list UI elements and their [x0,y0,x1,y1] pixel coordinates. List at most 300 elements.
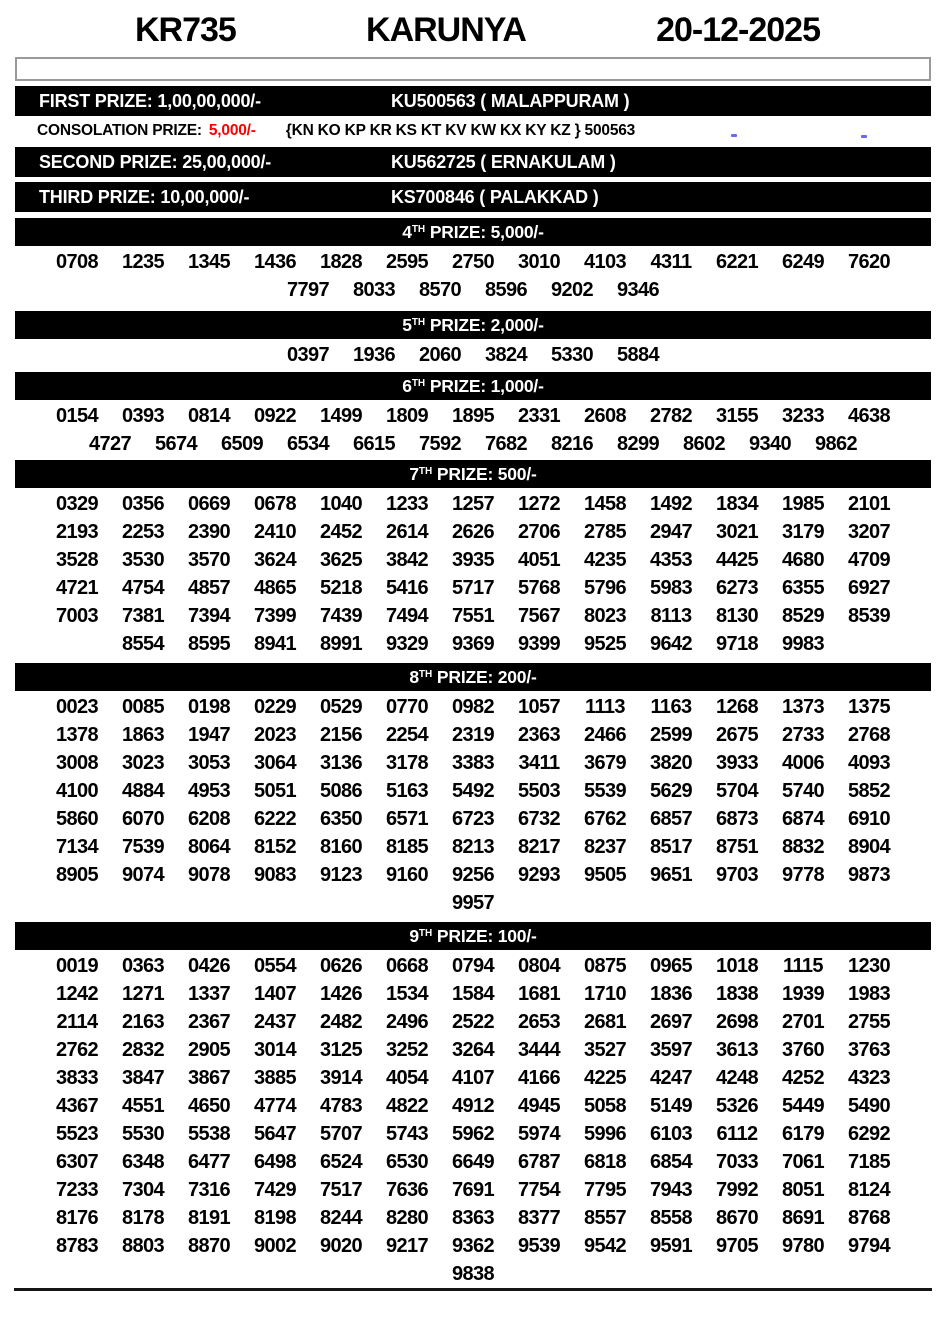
prize-number: 3021 [715,521,759,543]
prize-number: 7797 [286,279,330,301]
prize-number: 8152 [253,836,297,858]
prize-number: 2608 [583,405,627,427]
masthead [0,0,946,54]
prize-number: 2331 [517,405,561,427]
prize-number: 2785 [583,521,627,543]
prize-number: 6249 [781,251,825,273]
prize-number: 8198 [253,1207,297,1229]
prize-number: 5740 [781,780,825,802]
prize-number: 1983 [847,983,891,1005]
prize-number: 6762 [583,808,627,830]
second-prize-label: SECOND PRIZE: 25,00,000/- [39,151,272,172]
prize-number: 5326 [715,1095,759,1117]
blue-ink-artifact [731,134,737,137]
tier-section-7th [0,460,946,658]
prize-number: 0965 [649,955,693,977]
lottery-name: KARUNYA [366,11,526,49]
prize-number: 6355 [781,577,825,599]
prize-number: 5884 [616,344,660,366]
prize-number: 2452 [319,521,363,543]
prize-number: 3763 [847,1039,891,1061]
prize-number: 3867 [187,1067,231,1089]
prize-number: 5538 [187,1123,231,1145]
prize-number: 0019 [55,955,99,977]
prize-number: 2681 [583,1011,627,1033]
prize-number: 1936 [352,344,396,366]
prize-number: 2768 [847,724,891,746]
prize-number: 2832 [121,1039,165,1061]
prize-number: 7134 [55,836,99,858]
prize-number: 6534 [286,433,330,455]
prize-number: 4248 [715,1067,759,1089]
prize-number: 5149 [649,1095,693,1117]
prize-number: 7003 [55,605,99,627]
prize-number: 8691 [781,1207,825,1229]
prize-number: 9078 [187,864,231,886]
prize-number: 6927 [847,577,891,599]
prize-number: 2701 [781,1011,825,1033]
prize-number: 5530 [121,1123,165,1145]
first-prize-bar [15,86,931,116]
prize-number: 7592 [418,433,462,455]
prize-number: 9873 [847,864,891,886]
prize-number: 1681 [517,983,561,1005]
tier-header-5th [15,311,931,339]
prize-number: 2706 [517,521,561,543]
prize-number: 8904 [847,836,891,858]
prize-number: 2023 [253,724,297,746]
prize-number: 9293 [517,864,561,886]
prize-number: 5449 [781,1095,825,1117]
tier-section-9th [0,922,946,1288]
prize-number: 4783 [319,1095,363,1117]
prize-number: 8299 [616,433,660,455]
marquee-box [15,57,931,81]
tier-header-7th [15,460,931,488]
prize-number: 1939 [781,983,825,1005]
prize-number: 3383 [451,752,495,774]
prize-number: 8558 [649,1207,693,1229]
prize-number: 8185 [385,836,429,858]
prize-number: 9957 [451,892,495,914]
prize-number: 5983 [649,577,693,599]
prize-number: 8363 [451,1207,495,1229]
prize-number: 4912 [451,1095,495,1117]
prize-number: 0678 [253,493,297,515]
prize-number: 2905 [187,1039,231,1061]
prize-number: 7539 [121,836,165,858]
prize-number: 1895 [451,405,495,427]
prize-number: 9794 [847,1235,891,1257]
prize-number: 6874 [781,808,825,830]
prize-number: 1407 [253,983,297,1005]
prize-number: 1458 [583,493,627,515]
prize-number: 6857 [649,808,693,830]
prize-number: 9346 [616,279,660,301]
prize-number: 3252 [385,1039,429,1061]
prize-number: 1378 [55,724,99,746]
prize-number: 3136 [319,752,363,774]
prize-number: 3820 [649,752,693,774]
third-prize-ticket: KS700846 ( PALAKKAD ) [391,186,599,207]
prize-number: 9399 [517,633,561,655]
prize-number: 3008 [55,752,99,774]
prize-number: 0875 [583,955,627,977]
prize-number: 1233 [385,493,429,515]
prize-number: 0085 [121,696,165,718]
prize-number: 3064 [253,752,297,774]
prize-number: 4107 [451,1067,495,1089]
prize-number: 8596 [484,279,528,301]
prize-number: 3914 [319,1067,363,1089]
prize-number: 0393 [121,405,165,427]
prize-number: 6112 [716,1123,758,1145]
draw-code: KR735 [135,11,236,49]
prize-number: 1268 [715,696,759,718]
prize-number: 2782 [649,405,693,427]
prize-number: 3570 [187,549,231,571]
prize-number: 1836 [649,983,693,1005]
prize-number: 5163 [385,780,429,802]
prize-number: 0154 [55,405,99,427]
prize-number: 9838 [451,1263,495,1285]
prize-number: 5704 [715,780,759,802]
tier-ordinal: 5 [402,315,412,335]
tier-title: PRIZE: 500/- [432,464,537,484]
prize-number: 4353 [649,549,693,571]
prize-number: 8217 [517,836,561,858]
prize-number: 3847 [121,1067,165,1089]
prize-number: 4774 [253,1095,297,1117]
prize-number: 6208 [187,808,231,830]
prize-number: 8554 [121,633,165,655]
first-prize-ticket: KU500563 ( MALAPPURAM ) [391,90,630,111]
prize-number: 8130 [715,605,759,627]
prize-number: 3207 [847,521,891,543]
prize-number: 3530 [121,549,165,571]
prize-number: 6530 [385,1151,429,1173]
prize-number: 1257 [451,493,495,515]
prize-number: 4093 [847,752,891,774]
prize-number: 7551 [451,605,495,627]
prize-number: 4166 [517,1067,561,1089]
prize-number: 7185 [847,1151,891,1173]
prize-number: 6571 [385,808,429,830]
prize-number: 7943 [649,1179,693,1201]
prize-number: 7304 [121,1179,165,1201]
prize-number: 4551 [121,1095,165,1117]
prize-number: 2522 [451,1011,495,1033]
prize-number: 3264 [451,1039,495,1061]
tier-ordinal: 6 [402,376,412,396]
prize-number: 0356 [121,493,165,515]
prize-number: 3444 [517,1039,561,1061]
prize-number: 9642 [649,633,693,655]
prize-number: 2319 [451,724,495,746]
prize-number: 4006 [781,752,825,774]
prize-number: 1337 [187,983,231,1005]
prize-number: 4727 [88,433,132,455]
prize-number: 9525 [583,633,627,655]
tier-title: PRIZE: 1,000/- [425,376,544,396]
prize-number: 3679 [583,752,627,774]
tier-section-5th [0,311,946,369]
prize-number: 5416 [385,577,429,599]
prize-number: 1710 [583,983,627,1005]
prize-number: 6910 [847,808,891,830]
tier-8th-numbers [44,691,902,917]
prize-number: 9778 [781,864,825,886]
prize-number: 1235 [121,251,165,273]
prize-number: 8213 [451,836,495,858]
prize-number: 8557 [583,1207,627,1229]
prize-number: 4225 [583,1067,627,1089]
prize-number: 5707 [319,1123,363,1145]
tier-header-8th [15,663,931,691]
prize-number: 9705 [715,1235,759,1257]
prize-number: 6873 [715,808,759,830]
tier-section-6th [0,372,946,458]
prize-number: 4754 [121,577,165,599]
prize-number: 5330 [550,344,594,366]
prize-number: 2390 [187,521,231,543]
prize-number: 6350 [319,808,363,830]
tier-9th-numbers [44,950,902,1288]
prize-number: 2614 [385,521,429,543]
prize-number: 4247 [649,1067,693,1089]
prize-number: 8803 [121,1235,165,1257]
prize-number: 4865 [253,577,297,599]
prize-number: 2750 [451,251,495,273]
prize-number: 8178 [121,1207,165,1229]
third-prize-bar [15,182,931,212]
prize-number: 6787 [517,1151,561,1173]
prize-number: 1113 [585,696,625,718]
prize-number: 5852 [847,780,891,802]
prize-number: 6273 [715,577,759,599]
prize-number: 8751 [715,836,759,858]
prize-number: 2363 [517,724,561,746]
prize-number: 5674 [154,433,198,455]
prize-number: 8595 [187,633,231,655]
prize-number: 3178 [385,752,429,774]
prize-number: 3179 [781,521,825,543]
prize-number: 2947 [649,521,693,543]
prize-number: 1345 [187,251,231,273]
prize-number: 7394 [187,605,231,627]
prize-number: 6723 [451,808,495,830]
prize-number: 7754 [517,1179,561,1201]
tier-section-4th [0,218,946,304]
prize-number: 6509 [220,433,264,455]
tier-ordinal-suffix: TH [418,669,433,680]
prize-number: 2156 [319,724,363,746]
tier-header-9th [15,922,931,950]
prize-number: 2675 [715,724,759,746]
prize-number: 8237 [583,836,627,858]
consolation-label: CONSOLATION PRIZE: [37,122,202,139]
prize-number: 5492 [451,780,495,802]
prize-number: 2101 [847,493,891,515]
prize-number: 8905 [55,864,99,886]
prize-number: 1809 [385,405,429,427]
prize-number: 1863 [121,724,165,746]
prize-number: 4051 [517,549,561,571]
prize-number: 3625 [319,549,363,571]
prize-number: 1828 [319,251,363,273]
prize-number: 1018 [715,955,759,977]
tier-ordinal-suffix: TH [411,317,426,328]
tier-ordinal-suffix: TH [418,928,433,939]
prize-number: 7992 [715,1179,759,1201]
prize-number: 0814 [187,405,231,427]
prize-number: 3935 [451,549,495,571]
prize-number: 8539 [847,605,891,627]
prize-number: 2697 [649,1011,693,1033]
prize-number: 0363 [121,955,165,977]
prize-number: 7636 [385,1179,429,1201]
prize-number: 8377 [517,1207,561,1229]
prize-number: 6649 [451,1151,495,1173]
prize-number: 8570 [418,279,462,301]
prize-number: 5490 [847,1095,891,1117]
prize-number: 1838 [715,983,759,1005]
prize-number: 2367 [187,1011,231,1033]
prize-number: 4721 [55,577,99,599]
prize-number: 5974 [517,1123,561,1145]
prize-number: 9074 [121,864,165,886]
prize-number: 8529 [781,605,825,627]
prize-number: 2733 [781,724,825,746]
prize-number: 0804 [517,955,561,977]
tier-title: PRIZE: 2,000/- [425,315,544,335]
prize-number: 2163 [121,1011,165,1033]
prize-number: 8023 [583,605,627,627]
prize-number: 0668 [385,955,429,977]
prize-number: 7795 [583,1179,627,1201]
prize-number: 9083 [253,864,297,886]
prize-number: 7494 [385,605,429,627]
prize-number: 0397 [286,344,330,366]
tier-5th-numbers [44,339,902,369]
first-prize-label: FIRST PRIZE: 1,00,00,000/- [39,90,261,111]
prize-number: 7517 [319,1179,363,1201]
prize-number: 2193 [55,521,99,543]
prize-number: 5523 [55,1123,99,1145]
tier-ordinal: 9 [409,926,419,946]
prize-number: 7316 [187,1179,231,1201]
prize-number: 2253 [121,521,165,543]
prize-number: 0626 [319,955,363,977]
prize-number: 5717 [451,577,495,599]
prize-number: 9329 [385,633,429,655]
prize-number: 3933 [715,752,759,774]
prize-number: 8768 [847,1207,891,1229]
prize-number: 4857 [187,577,231,599]
prize-number: 8670 [715,1207,759,1229]
prize-number: 1271 [121,983,165,1005]
prize-number: 6307 [55,1151,99,1173]
prize-number: 2114 [56,1011,98,1033]
prize-number: 9160 [385,864,429,886]
prize-number: 4709 [847,549,891,571]
prize-number: 8191 [187,1207,231,1229]
prize-number: 8033 [352,279,396,301]
prize-number: 1163 [650,696,692,718]
prize-number: 5768 [517,577,561,599]
prize-number: 1584 [451,983,495,1005]
prize-number: 5539 [583,780,627,802]
prize-number: 4367 [55,1095,99,1117]
prize-number: 4323 [847,1067,891,1089]
prize-number: 1375 [847,696,891,718]
tier-ordinal: 8 [409,667,419,687]
prize-number: 6292 [847,1123,891,1145]
prize-number: 3885 [253,1067,297,1089]
prize-number: 4945 [517,1095,561,1117]
prize-number: 7061 [781,1151,825,1173]
third-prize-label: THIRD PRIZE: 10,00,000/- [39,186,250,207]
prize-number: 6498 [253,1151,297,1173]
prize-number: 4103 [583,251,627,273]
prize-number: 6615 [352,433,396,455]
prize-number: 4100 [55,780,99,802]
prize-number: 0023 [55,696,99,718]
prize-number: 9542 [583,1235,627,1257]
prize-number: 3613 [715,1039,759,1061]
tier-title: PRIZE: 200/- [432,667,537,687]
blue-ink-artifact [861,135,867,138]
consolation-series: {KN KO KP KR KS KT KV KW KX KY KZ } 500563 [285,122,636,139]
prize-number: 6477 [187,1151,231,1173]
prize-number: 2762 [55,1039,99,1061]
tier-header-6th [15,372,931,400]
prize-number: 0770 [385,696,429,718]
prize-number: 6818 [583,1151,627,1173]
draw-date: 20-12-2025 [656,11,820,49]
prize-number: 6221 [715,251,759,273]
prize-number: 1272 [517,493,561,515]
tier-title: PRIZE: 100/- [432,926,537,946]
prize-number: 8051 [781,1179,825,1201]
prize-number: 8280 [385,1207,429,1229]
prize-number: 6348 [121,1151,165,1173]
prize-number: 7439 [319,605,363,627]
prize-number: 4311 [650,251,692,273]
prize-number: 6222 [253,808,297,830]
prize-number: 0229 [253,696,297,718]
consolation-amount: 5,000/- [208,122,256,139]
prize-number: 2698 [715,1011,759,1033]
prize-number: 3014 [253,1039,297,1061]
prize-number: 3824 [484,344,528,366]
prize-number: 4638 [847,405,891,427]
prize-number: 8783 [55,1235,99,1257]
prize-number: 0794 [451,955,495,977]
prize-number: 5503 [517,780,561,802]
prize-number: 9217 [385,1235,429,1257]
prize-number: 4235 [583,549,627,571]
prize-number: 1057 [517,696,561,718]
prize-number: 3528 [55,549,99,571]
prize-number: 1040 [319,493,363,515]
tier-ordinal-suffix: TH [411,224,426,235]
prize-number: 8941 [253,633,297,655]
prize-number: 3233 [781,405,825,427]
prize-number: 9340 [748,433,792,455]
prize-number: 0329 [55,493,99,515]
prize-number: 5962 [451,1123,495,1145]
